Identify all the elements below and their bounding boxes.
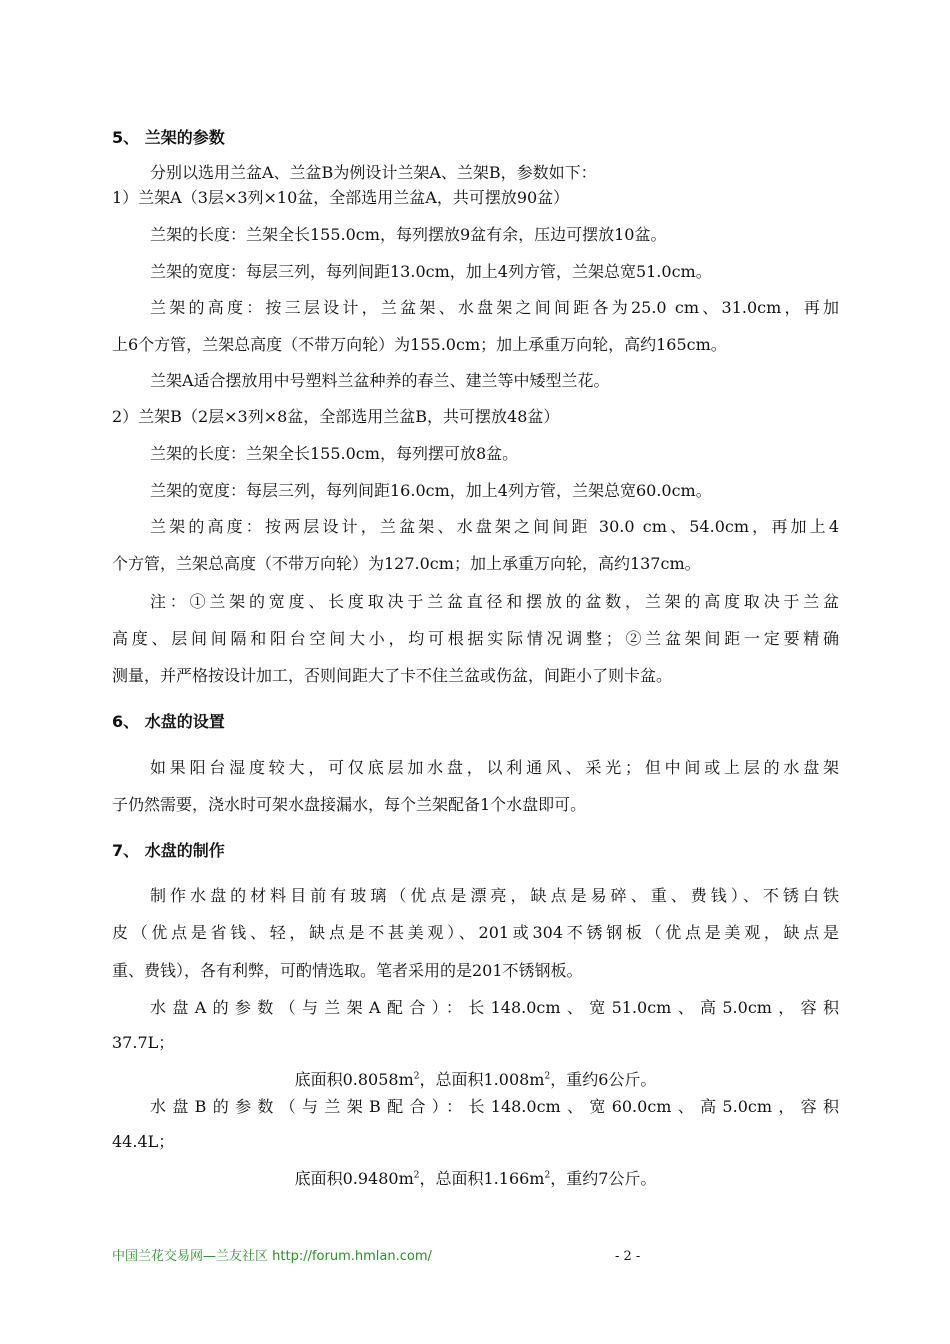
tray-b-params: 水盘B的参数（与兰架B配合）：长148.0cm、宽60.0cm、高5.0cm，容积 [150,1097,839,1116]
section-6-para-line2: 子仍然需要，浇水时可架水盘接漏水，每个兰架配备1个水盘即可。 [112,795,587,814]
page-number: - 2 - [615,1249,641,1264]
rack-b-length: 兰架的长度：兰架全长155.0cm，每列摆可放8盆。 [150,444,519,463]
rack-a-width: 兰架的宽度：每层三列，每列间距13.0cm，加上4列方管，兰架总宽51.0cm。 [150,262,712,281]
note-line3: 测量，并严格按设计加工，否则间距大了卡不住兰盆或伤盆，间距小了则卡盆。 [112,666,673,685]
superscript-2: 2 [413,1170,420,1181]
section-7-heading: 7、 水盘的制作 [112,841,225,860]
rack-a-title: 1）兰架A（3层×3列×10盆，全部选用兰盆A，共可摆放90盆） [112,188,570,207]
section-7-para-line1: 制作水盘的材料目前有玻璃（优点是漂亮，缺点是易碎、重、费钱）、不锈白铁 [150,886,839,905]
note-line2: 高度、层间间隔和阳台空间大小，均可根据实际情况调整；②兰盆架间距一定要精确 [112,629,839,648]
rack-b-title: 2）兰架B（2层×3列×8盆，全部选用兰盆B，共可摆放48盆） [112,407,560,426]
tray-a-params: 水盘A的参数（与兰架A配合）：长148.0cm、宽51.0cm、高5.0cm，容积 [150,998,839,1017]
section-5-heading: 5、 兰架的参数 [112,128,225,147]
tray-a-total-area: ，总面积1.008m [419,1070,545,1089]
section-5-intro: 分别以选用兰盆A、兰盆B为例设计兰架A、兰架B，参数如下： [150,163,597,182]
rack-a-suitable: 兰架A适合摆放用中号塑料兰盆种养的春兰、建兰等中矮型兰花。 [150,371,610,390]
tray-b-base-area: 底面积0.9480m [294,1169,414,1188]
tray-a-volume: 37.7L； [112,1033,175,1052]
rack-b-width: 兰架的宽度：每层三列，每列间距16.0cm，加上4列方管，兰架总宽60.0cm。 [150,481,712,500]
section-7-para-line3: 重、费钱），各有利弊，可酌情选取。笔者采用的是201不锈钢板。 [112,961,583,980]
footer-site-link[interactable]: 中国兰花交易网—兰友社区 http://forum.hmlan.com/ [112,1249,432,1264]
rack-a-length: 兰架的长度：兰架全长155.0cm，每列摆放9盆有余，压边可摆放10盆。 [150,225,667,244]
superscript-2: 2 [544,1170,551,1181]
tray-a-weight: ，重约6公斤。 [550,1070,657,1089]
superscript-2: 2 [544,1071,551,1082]
section-7-para-line2: 皮（优点是省钱、轻，缺点是不甚美观）、201或304不锈钢板（优点是美观，缺点是 [112,923,839,942]
rack-a-height-line1: 兰架的高度：按三层设计，兰盆架、水盘架之间间距各为25.0 cm、31.0cm，再加 [150,298,839,317]
note-line1: 注：①兰架的宽度、长度取决于兰盆直径和摆放的盆数，兰架的高度取决于兰盆 [150,592,839,611]
tray-a-base-area: 底面积0.8058m [294,1070,414,1089]
section-6-para-line1: 如果阳台湿度较大，可仅底层加水盘，以利通风、采光；但中间或上层的水盘架 [150,758,839,777]
tray-b-area [112,1168,839,1190]
rack-b-height-line2: 个方管，兰架总高度（不带万向轮）为127.0cm；加上承重万向轮，高约137cm。 [112,554,701,573]
section-6-heading: 6、 水盘的设置 [112,712,225,731]
tray-b-volume: 44.4L； [112,1132,175,1151]
rack-b-height-line1: 兰架的高度：按两层设计，兰盆架、水盘架之间间距 30.0 cm、54.0cm，再加上4 [150,517,839,536]
tray-b-total-area: ，总面积1.166m [419,1169,545,1188]
superscript-2: 2 [413,1071,420,1082]
rack-a-height-line2: 上6个方管，兰架总高度（不带万向轮）为155.0cm；加上承重万向轮，高约165cm。 [112,335,727,354]
tray-b-weight: ，重约7公斤。 [550,1169,657,1188]
tray-a-area [112,1069,839,1091]
